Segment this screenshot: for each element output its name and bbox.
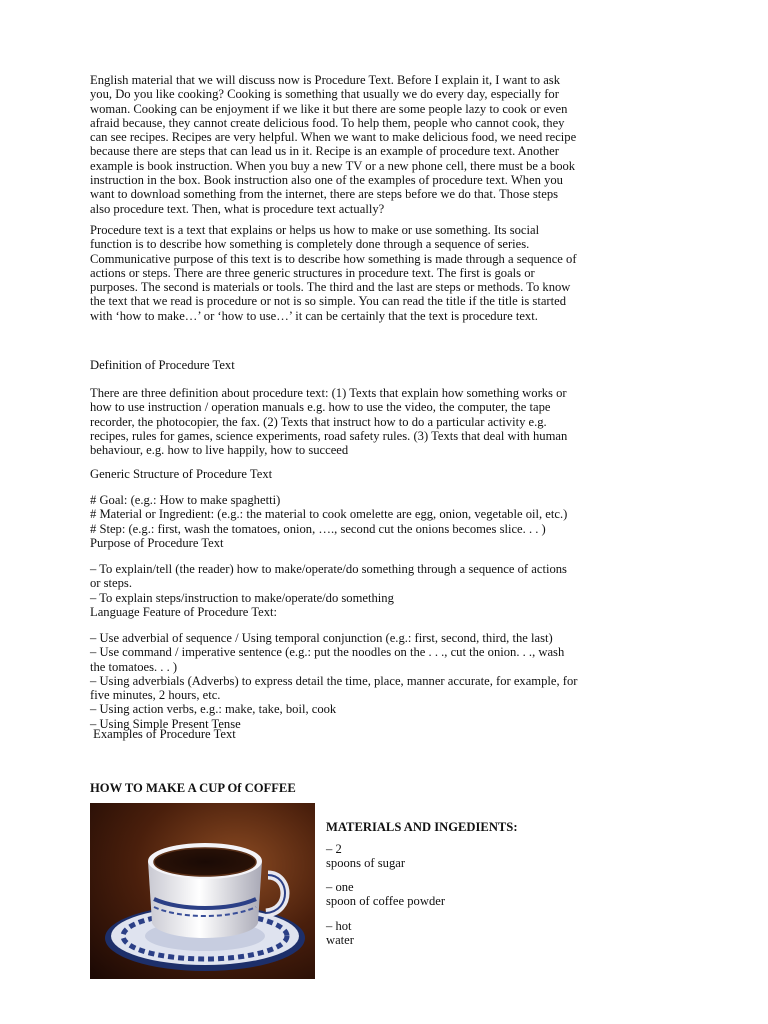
list-item: or steps. (90, 576, 132, 591)
definition-paragraph (90, 223, 676, 323)
material-item (326, 842, 405, 871)
text-line: function is to describe how something is completely done through a sequence of series. (90, 237, 530, 252)
coffee-cup-illustration (90, 803, 315, 979)
purpose-heading: Purpose of Procedure Text (90, 535, 224, 550)
material-quantity: – hot (326, 919, 352, 933)
list-item: – Using action verbs, e.g.: make, take, boil, cook (90, 702, 337, 717)
material-quantity: – 2 (326, 842, 342, 856)
text-line: because there are steps that can lead us in it. Recipe is an example of procedure text. Another (90, 144, 559, 159)
text-line: example is book instruction. When you buy a new TV or a new phone cell, there must be a book (90, 158, 576, 173)
material-name: spoons of sugar (326, 856, 406, 871)
examples-heading: Examples of Procedure Text (90, 727, 236, 741)
definition-body (90, 386, 676, 457)
material-item (326, 880, 445, 909)
text-line: actions or steps. There are three generic structures in procedure text. The first is goals or (90, 265, 535, 280)
text-line: purposes. The second is materials or tools. The third and the last are steps or methods. To know (90, 280, 571, 295)
material-name: spoon of coffee powder (326, 894, 446, 909)
text-line: the text that we read is procedure or not is so simple. You can read the title if the title is started (90, 294, 566, 309)
material-name: water (326, 933, 354, 948)
language-feature-heading: Language Feature of Procedure Text: (90, 604, 278, 619)
text-line: want to download something from the internet, there are steps before we do that. Those steps (90, 187, 559, 202)
coffee-cup-image (90, 803, 315, 979)
list-item: # Goal: (e.g.: How to make spaghetti) (90, 493, 281, 507)
materials-heading: MATERIALS AND INGEDIENTS: (326, 820, 518, 834)
purpose-list (90, 562, 676, 619)
generic-structure-heading: Generic Structure of Procedure Text (90, 467, 273, 481)
material-quantity: – one (326, 880, 354, 894)
list-item: – Use command / imperative sentence (e.g.: put the noodles on the . . ., cut the onion. . ., wash (90, 645, 565, 660)
text-line: can see recipes. Recipes are very helpful. When we want to make delicious food, we need recipe (90, 130, 577, 145)
list-item: # Step: (e.g.: first, wash the tomatoes, onion, …., second cut the onions becomes slice. . . ) (90, 521, 546, 536)
generic-structure-list (90, 493, 676, 550)
text-line: woman. Cooking can be enjoyment if we like it but there are some people lazy to cook or even (90, 101, 568, 116)
list-item: – Using Simple Present Tense (90, 716, 241, 731)
recipe-title: HOW TO MAKE A CUP Of COFFEE (90, 781, 296, 795)
list-item: – To explain steps/instruction to make/operate/do something (90, 590, 394, 605)
list-item: – Using adverbials (Adverbs) to express detail the time, place, manner accurate, for example, for (90, 673, 578, 688)
list-item: – To explain/tell (the reader) how to make/operate/do something through a sequence of actions (90, 562, 567, 576)
intro-paragraph (90, 73, 676, 216)
list-item: – Use adverbial of sequence / Using temporal conjunction (e.g.: first, second, third, the last) (90, 631, 553, 645)
text-line: There are three definition about procedure text: (1) Texts that explain how something works or (90, 386, 567, 400)
text-line: how to use instruction / operation manuals e.g. how to use the video, the computer, the tape (90, 400, 551, 415)
text-line: afraid because, they cannot create delicious food. To help them, people who cannot cook, they (90, 115, 565, 130)
definition-heading: Definition of Procedure Text (90, 358, 235, 372)
material-item (326, 919, 354, 948)
language-feature-list (90, 631, 676, 731)
text-line: English material that we will discuss now is Procedure Text. Before I explain it, I want to ask (90, 73, 560, 87)
text-line: recipes, rules for games, science experiments, road safety rules. (3) Texts that deal with human (90, 428, 568, 443)
list-item: the tomatoes. . . ) (90, 659, 178, 674)
text-line: with ‘how to make…’ or ‘how to use…’ it can be certainly that the text is procedure text. (90, 308, 538, 323)
list-item: # Material or Ingredient: (e.g.: the material to cook omelette are egg, onion, vegetable oil, etc.) (90, 507, 568, 522)
text-line: Communicative purpose of this text is to describe how something is made through a sequence of (90, 251, 577, 266)
text-line: Procedure text is a text that explains or helps us how to make or use something. Its social (90, 223, 540, 237)
text-line: instruction in the box. Book instruction also one of the examples of procedure text. When you (90, 173, 563, 188)
text-line: behaviour, e.g. how to live happily, how to succeed (90, 443, 349, 458)
text-line: you, Do you like cooking? Cooking is something that usually we do every day, especially for (90, 87, 559, 102)
list-item: five minutes, 2 hours, etc. (90, 688, 221, 703)
text-line: also procedure text. Then, what is procedure text actually? (90, 201, 385, 216)
text-line: recorder, the photocopier, the fax. (2) Texts that instruct how to do a particular activity e.g. (90, 414, 547, 429)
